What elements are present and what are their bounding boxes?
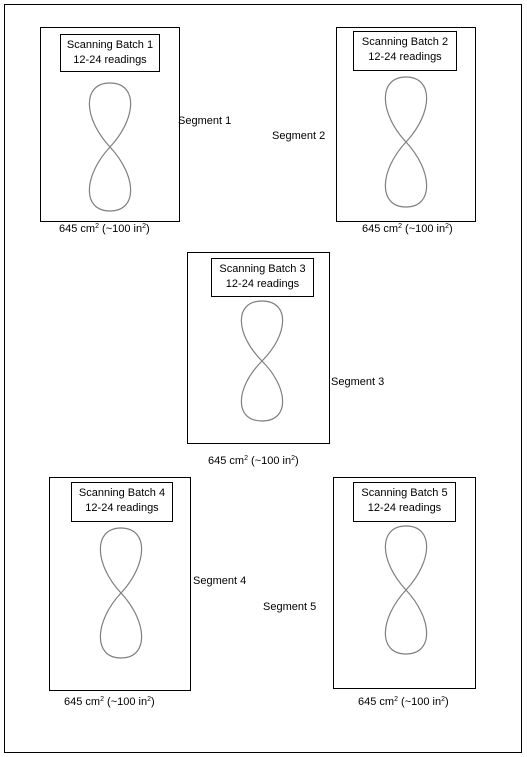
area-end-4: ) — [151, 696, 155, 708]
area-sep-4: (~100 in — [103, 696, 148, 708]
area-sup-b-5: 2 — [441, 696, 446, 703]
area-sep-3: (~100 in — [247, 455, 292, 467]
area-label-1 — [59, 223, 150, 236]
figure-eight-path-4 — [92, 525, 150, 661]
segment-label-4: Segment 4 — [193, 575, 247, 587]
area-end-2: ) — [449, 223, 453, 235]
segment-label-2: Segment 2 — [272, 130, 326, 142]
figure-eight-path-5 — [377, 523, 435, 657]
figure-eight-path-1 — [81, 80, 139, 214]
area-value-3: 645 cm — [208, 455, 245, 467]
batch-readings-4: 12-24 readings — [85, 502, 159, 514]
batch-title-5: Scanning Batch 5 — [361, 487, 448, 499]
area-sup-b-1: 2 — [142, 223, 147, 230]
batch-title-4: Scanning Batch 4 — [78, 487, 166, 499]
area-value-1: 645 cm — [59, 223, 96, 235]
area-sup-a-1: 2 — [95, 223, 99, 230]
area-label-5 — [358, 696, 449, 709]
figure-eight-path-2 — [377, 74, 435, 210]
batch-title-1: Scanning Batch 1 — [66, 39, 154, 51]
area-sep-1: (~100 in — [98, 223, 143, 235]
batch-readings-2: 12-24 readings — [368, 51, 442, 63]
batch-readings-1: 12-24 readings — [73, 54, 147, 66]
area-sep-2: (~100 in — [401, 223, 446, 235]
area-sup-a-4: 2 — [100, 696, 104, 703]
segment-label-1: Segment 1 — [178, 115, 232, 127]
segment-label-5: Segment 5 — [263, 601, 317, 613]
area-sup-b-3: 2 — [291, 455, 296, 462]
area-label-3 — [208, 455, 299, 468]
area-end-1: ) — [146, 223, 150, 235]
segment-label-3: Segment 3 — [331, 376, 385, 388]
area-sup-b-2: 2 — [445, 223, 450, 230]
area-sup-b-4: 2 — [147, 696, 152, 703]
figure-eight-path-3 — [233, 298, 291, 424]
batch-readings-3: 12-24 readings — [225, 278, 300, 290]
area-label-2 — [362, 223, 453, 236]
area-sup-a-3: 2 — [244, 455, 248, 462]
batch-readings-5: 12-24 readings — [367, 502, 442, 514]
area-sep-5: (~100 in — [397, 696, 442, 708]
area-label-4 — [64, 696, 155, 709]
batch-title-3: Scanning Batch 3 — [219, 263, 306, 275]
area-value-2: 645 cm — [362, 223, 399, 235]
area-value-4: 645 cm — [64, 696, 101, 708]
area-end-3: ) — [295, 455, 299, 467]
batch-label-box-1 — [60, 34, 160, 72]
batch-label-box-4 — [71, 482, 173, 522]
batch-label-box-3 — [211, 258, 314, 297]
batch-label-box-5 — [353, 482, 456, 522]
area-end-5: ) — [445, 696, 449, 708]
batch-title-2: Scanning Batch 2 — [361, 36, 449, 48]
area-sup-a-5: 2 — [394, 696, 398, 703]
area-sup-a-2: 2 — [398, 223, 402, 230]
area-value-5: 645 cm — [358, 696, 395, 708]
batch-label-box-2 — [353, 31, 457, 71]
